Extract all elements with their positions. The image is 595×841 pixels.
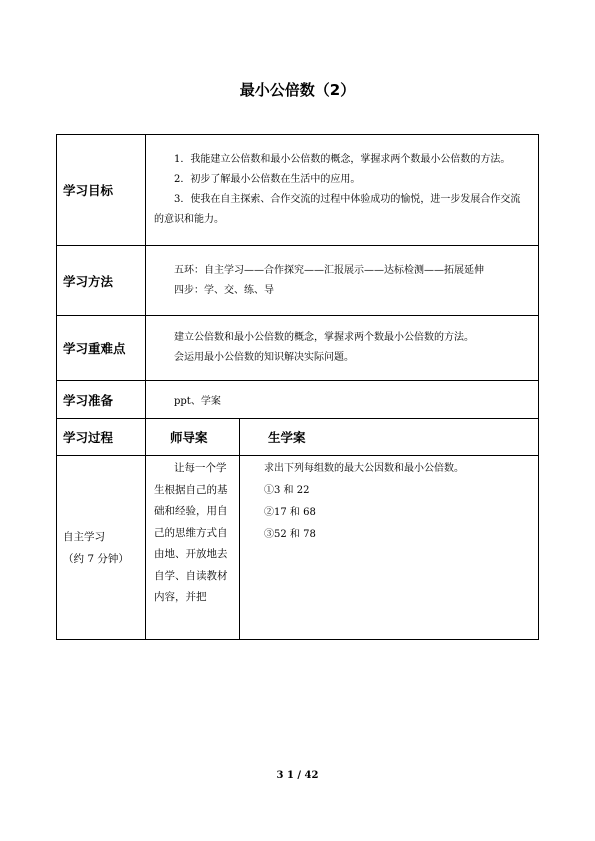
process-label: 学习过程	[57, 419, 146, 456]
page-number: 3 1 / 42	[276, 770, 319, 781]
student-task-item: ③52 和 78	[264, 529, 316, 540]
key-points-row	[57, 316, 539, 381]
goals-row	[57, 135, 539, 246]
methods-row	[57, 246, 539, 316]
process-header-row	[57, 419, 539, 456]
goal-item: 2．初步了解最小公倍数在生活中的应用。	[174, 174, 361, 185]
student-task-item: ②17 和 68	[264, 507, 316, 518]
self-study-duration: （约 7 分钟）	[63, 552, 129, 565]
key-point-item: 会运用最小公倍数的知识解决实际问题。	[174, 352, 354, 363]
self-study-row	[57, 456, 539, 640]
goal-item: 1．我能建立公倍数和最小公倍数的概念，掌握求两个数最小公倍数的方法。	[174, 154, 511, 165]
goals-label: 学习目标	[57, 135, 146, 246]
student-task-intro: 求出下列每组数的最大公因数和最小公倍数。	[264, 463, 464, 474]
lesson-plan-table	[56, 134, 539, 640]
method-item: 四步：学、交、练、导	[174, 284, 274, 296]
student-plan-header: 生学案	[240, 419, 539, 456]
teacher-guide-text: 让每一个学生根据自己的基础和经验，用自己的思维方式自由地、开放地去自学、自读教材内容，并把	[146, 456, 240, 640]
methods-label: 学习方法	[57, 246, 146, 316]
methods-content	[146, 246, 539, 316]
goals-content	[146, 135, 539, 246]
key-points-content	[146, 316, 539, 381]
student-task-item: ①3 和 22	[264, 485, 310, 496]
key-point-item: 建立公倍数和最小公倍数的概念，掌握求两个数最小公倍数的方法。	[174, 332, 474, 343]
self-study-stage: 自主学习	[63, 530, 105, 543]
teacher-guide-header: 师导案	[146, 419, 240, 456]
preparation-value: ppt、学案	[146, 381, 539, 419]
goal-item: 3．使我在自主探索、合作交流的过程中体验成功的愉悦，进一步发展合作交流的意识和能力。	[154, 194, 521, 225]
page-title: 最小公倍数（2）	[239, 81, 356, 99]
key-points-label: 学习重难点	[57, 316, 146, 381]
self-study-stage-cell	[57, 456, 146, 640]
student-plan-content	[240, 456, 539, 640]
preparation-label: 学习准备	[57, 381, 146, 419]
preparation-row	[57, 381, 539, 419]
method-item: 五环：自主学习——合作探究——汇报展示——达标检测——拓展延伸	[174, 264, 484, 276]
